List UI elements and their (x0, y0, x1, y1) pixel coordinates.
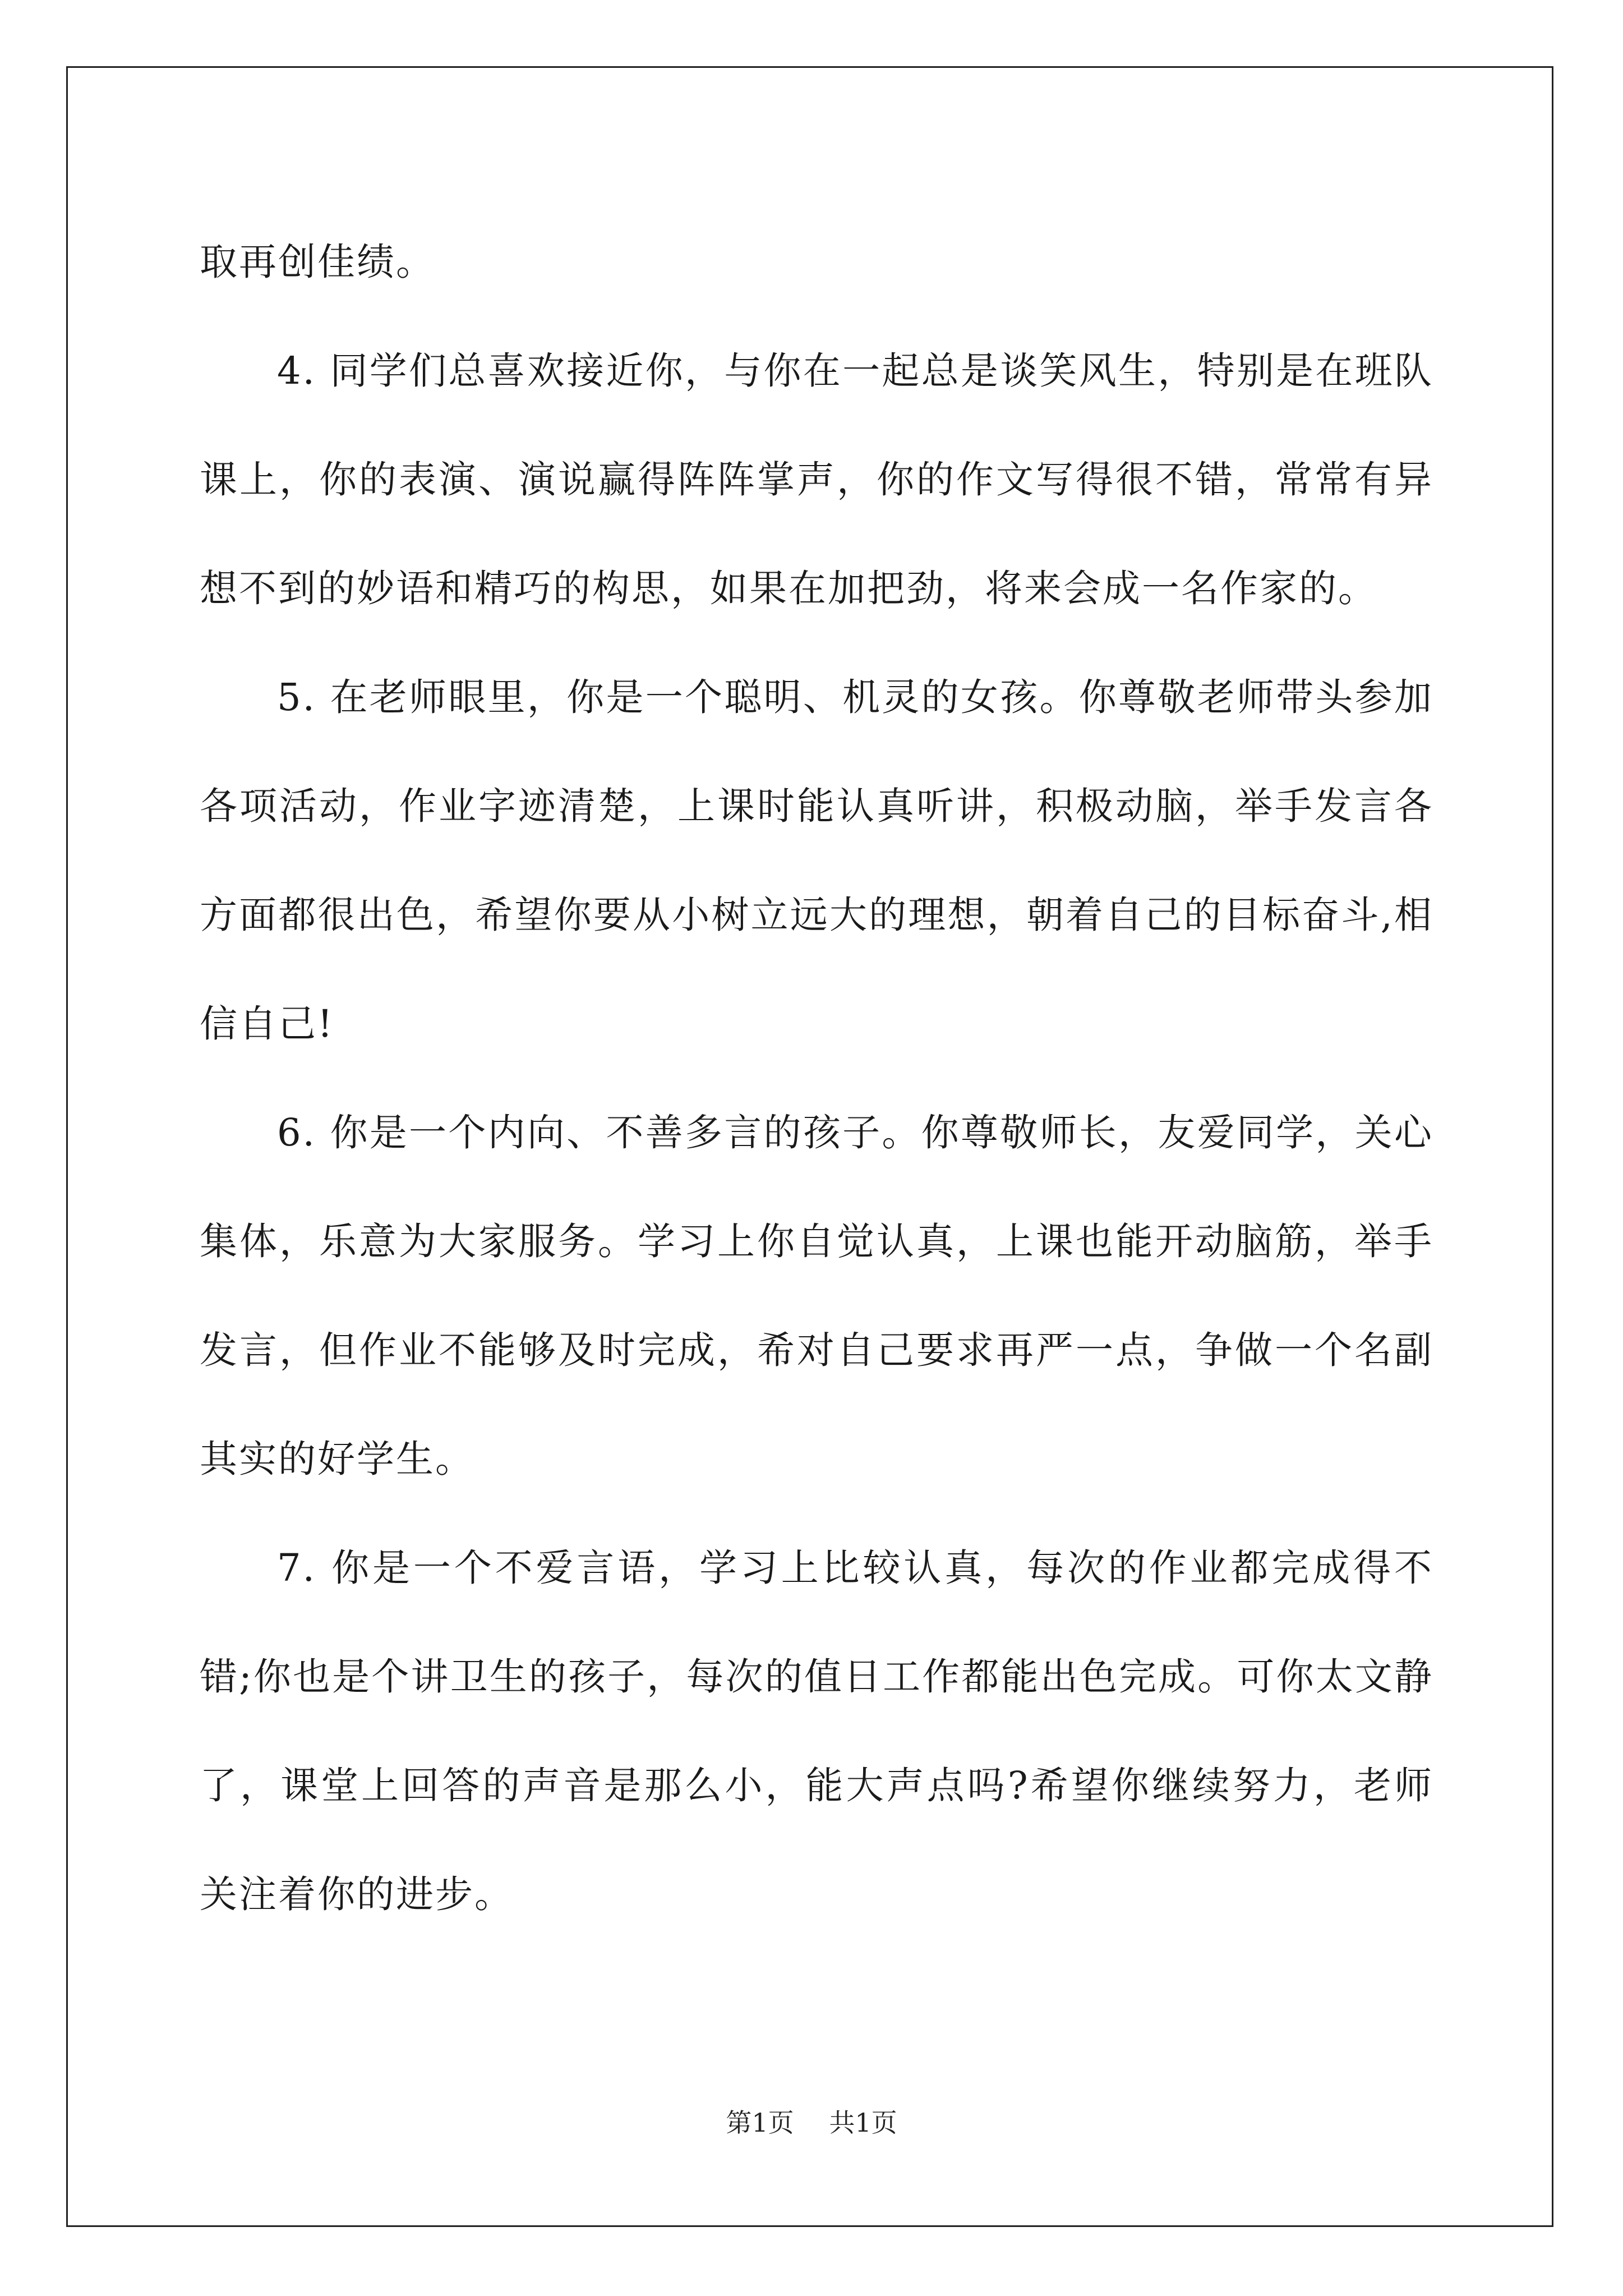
paragraph-continuation: 取再创佳绩。 (200, 240, 435, 284)
paragraph-comment-7: 7. 你是一个不爱言语，学习上比较认真，每次的作业都完成得不错;你也是个讲卫生的孩子，每次的值日工作都能出色完成。可你太文静了，课堂上回答的声音是那么小，能大声点吗?希望你继续努力，老师关注着你的进步。 (200, 1546, 1433, 1916)
page-footer (0, 2106, 1623, 2139)
page-total: 共1页 (829, 2108, 897, 2138)
paragraph-comment-5: 5. 在老师眼里，你是一个聪明、机灵的女孩。你尊敬老师带头参加各项活动，作业字迹清楚，上课时能认真听讲，积极动脑，举手发言各方面都很出色，希望你要从小树立远大的理想，朝着自己的目标奋斗,相信自己! (200, 675, 1433, 1046)
paragraph-comment-6: 6. 你是一个内向、不善多言的孩子。你尊敬师长，友爱同学，关心集体，乐意为大家服务。学习上你自觉认真，上课也能开动脑筋，举手发言，但作业不能够及时完成，希对自己要求再严一点，争做一个名副其实的好学生。 (200, 1111, 1433, 1481)
paragraph-comment-4: 4. 同学们总喜欢接近你，与你在一起总是谈笑风生，特别是在班队课上，你的表演、演说赢得阵阵掌声，你的作文写得很不错，常常有异想不到的妙语和精巧的构思，如果在加把劲，将来会成一名作家的。 (200, 349, 1433, 610)
page-number: 第1页 (726, 2108, 794, 2138)
document-body (200, 208, 1433, 1949)
